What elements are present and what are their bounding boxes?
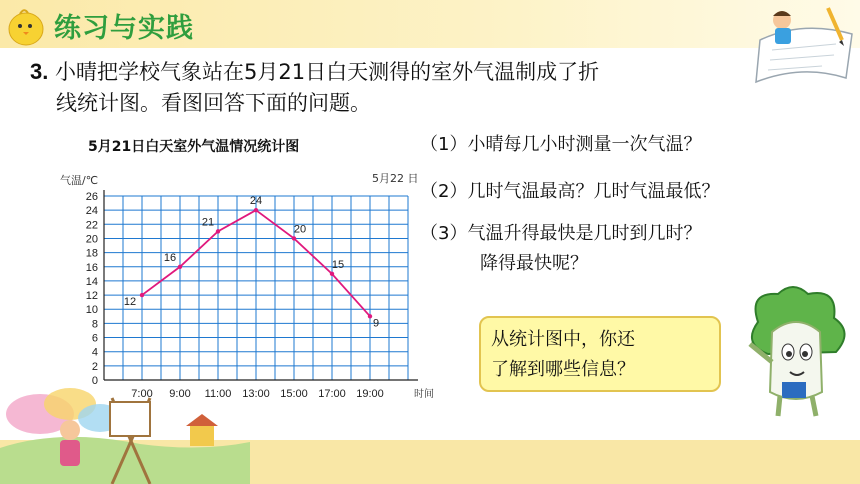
question-item-3-text: 气温升得最快是几时到几时？ xyxy=(467,223,702,244)
chart-title: 5月21日白天室外气温情况统计图 xyxy=(88,139,300,155)
data-label: 15 xyxy=(331,258,345,271)
data-point xyxy=(330,272,334,276)
section-title: 练习与实践 xyxy=(54,13,194,44)
y-tick-label: 18 xyxy=(85,247,98,260)
y-tick-label: 26 xyxy=(85,191,98,203)
question-item-1-label: （1） xyxy=(420,134,468,155)
y-tick-label: 12 xyxy=(85,290,98,303)
bubble-line-1: 从统计图中，你还 xyxy=(491,329,635,350)
y-tick-label: 24 xyxy=(85,205,98,218)
x-tick-label: 7:00 xyxy=(131,388,153,400)
chick-mascot-icon xyxy=(4,4,48,48)
data-label: 12 xyxy=(123,296,137,309)
y-tick-label: 16 xyxy=(85,261,98,274)
question-number: 3. xyxy=(30,59,49,84)
data-label: 16 xyxy=(163,251,177,264)
x-tick-label: 13:00 xyxy=(242,388,270,400)
question-item-1-text: 小晴每几小时测量一次气温？ xyxy=(467,134,702,155)
data-label: 24 xyxy=(249,195,263,208)
question-item-2 xyxy=(420,177,719,207)
kid-writing-illustration-icon xyxy=(742,0,860,90)
x-tick-label: 15:00 xyxy=(280,388,308,400)
question-item-2-label: （2） xyxy=(420,181,468,202)
y-tick-label: 10 xyxy=(85,304,98,317)
question-line-2: 线统计图。看图回答下面的问题。 xyxy=(56,91,371,115)
x-tick-label: 19:00 xyxy=(356,388,384,400)
question-item-3-label: （3） xyxy=(420,223,468,244)
question-item-3 xyxy=(420,219,701,279)
date-note: 5月22 日 xyxy=(372,172,419,185)
y-tick-label: 4 xyxy=(91,346,98,359)
question-item-1 xyxy=(420,130,701,160)
y-tick-label: 14 xyxy=(85,275,98,288)
y-tick-label: 8 xyxy=(91,318,98,331)
question-item-2-text: 几时气温最高？几时气温最低？ xyxy=(467,181,720,202)
question-item-3-text-2: 降得最快呢？ xyxy=(480,253,588,274)
bubble-line-2: 了解到哪些信息？ xyxy=(491,359,635,380)
cabbage-mascot-icon xyxy=(738,282,856,422)
painter-girl-illustration-icon xyxy=(0,378,250,484)
chart-grid xyxy=(104,190,418,380)
x-tick-label: 11:00 xyxy=(204,388,232,400)
y-tick-label: 22 xyxy=(85,219,98,232)
y-tick-label: 20 xyxy=(85,233,98,246)
data-label: 20 xyxy=(293,223,307,236)
data-point xyxy=(292,236,296,240)
y-axis-label: 气温/℃ xyxy=(60,174,99,187)
y-tick-label: 2 xyxy=(91,360,98,373)
data-point xyxy=(368,314,372,318)
x-axis-label: 时间 xyxy=(414,389,434,400)
data-point xyxy=(140,293,144,297)
y-tick-label: 6 xyxy=(91,332,98,345)
y-tick-label: 0 xyxy=(91,375,98,387)
x-tick-label: 9:00 xyxy=(169,388,191,400)
question-line-1: 小晴把学校气象站在5月21日白天测得的室外气温制成了折 xyxy=(55,60,600,84)
question-text xyxy=(30,56,599,119)
data-point xyxy=(178,265,182,269)
data-point xyxy=(216,229,220,233)
temperature-line-chart xyxy=(56,168,440,404)
data-label: 21 xyxy=(201,216,215,229)
data-point xyxy=(254,208,258,212)
speech-bubble xyxy=(479,316,721,392)
x-tick-label: 17:00 xyxy=(318,388,346,400)
data-label: 9 xyxy=(372,317,380,330)
